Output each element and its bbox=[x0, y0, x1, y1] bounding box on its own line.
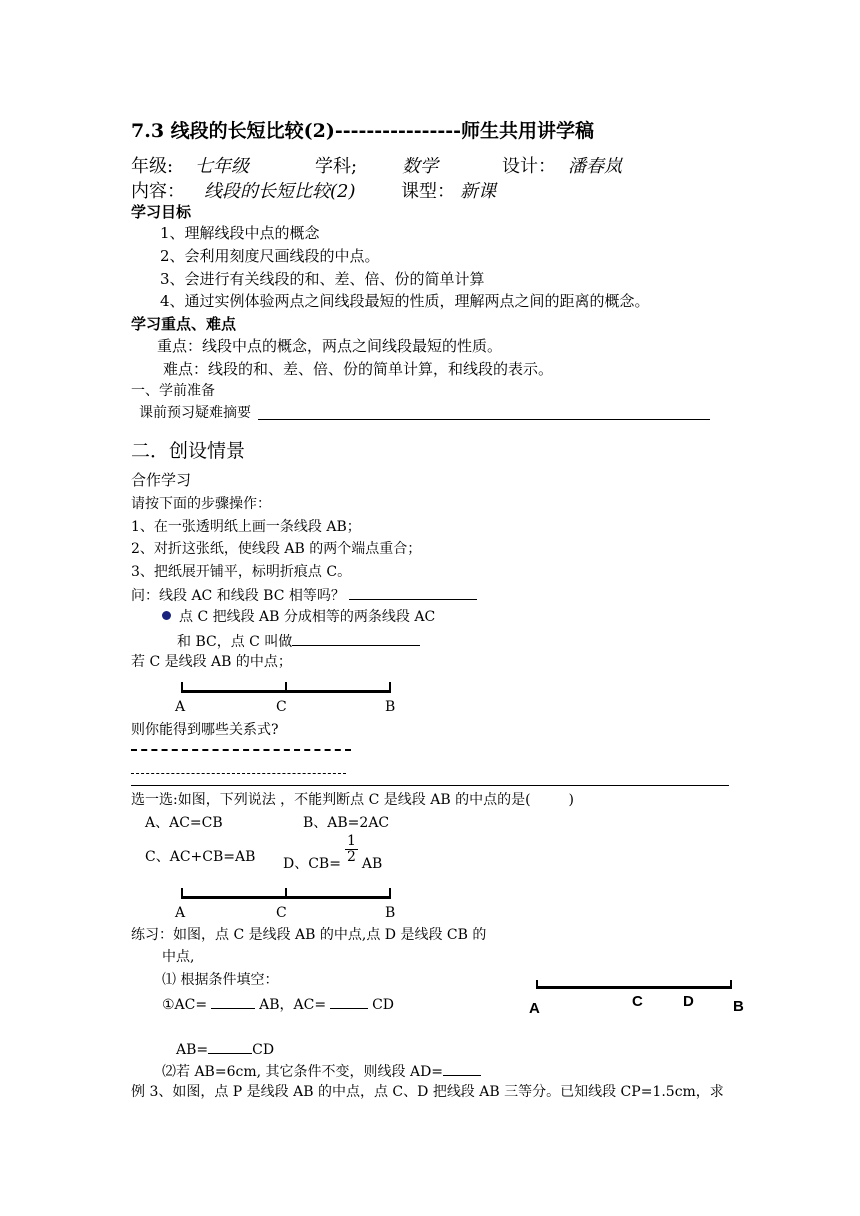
section1-heading: 一、学前准备 bbox=[131, 383, 215, 399]
example-3: 例 3、如图，点 P 是线段 AB 的中点，点 C、D 把线段 AB 三等分。已知线段 CP=1.5cm，求 bbox=[131, 1084, 724, 1100]
step-item: 3、把纸展开铺平，标明折痕点 C。 bbox=[131, 564, 352, 580]
if-midpoint-text: 若 C 是线段 AB 的中点； bbox=[131, 654, 292, 670]
label-d: D bbox=[683, 993, 694, 1010]
focus-text: 重点：线段中点的概念，两点之间线段最短的性质。 bbox=[157, 337, 503, 355]
midpoint-answer-blank[interactable] bbox=[292, 631, 420, 646]
tick-a bbox=[536, 980, 538, 989]
label-b: B bbox=[385, 699, 396, 715]
tick-a bbox=[181, 682, 183, 693]
option-a[interactable]: A、AC=CB bbox=[145, 815, 223, 831]
tick-b bbox=[730, 980, 732, 989]
tick-a bbox=[181, 888, 183, 899]
step-item: 1、在一张透明纸上画一条线段 AB； bbox=[131, 519, 361, 535]
label-b: B bbox=[733, 998, 744, 1015]
section2-heading: 二．创设情景 bbox=[131, 440, 246, 462]
label-b: B bbox=[385, 905, 396, 921]
q1-blank-2[interactable] bbox=[330, 994, 368, 1009]
segment-line bbox=[536, 986, 732, 989]
tick-c bbox=[285, 682, 287, 693]
tick-b bbox=[389, 682, 391, 693]
instruction-text: 请按下面的步骤操作： bbox=[131, 496, 271, 512]
preview-answer-line[interactable] bbox=[258, 419, 710, 420]
goal-item: 1、理解线段中点的概念 bbox=[160, 224, 320, 242]
designer-label: 设计： bbox=[502, 156, 556, 177]
content-value: 线段的长短比较(2) bbox=[204, 181, 356, 202]
q1-blank-1[interactable] bbox=[211, 994, 255, 1009]
label-a: A bbox=[529, 1000, 540, 1017]
label-c: C bbox=[276, 905, 287, 921]
option-c[interactable]: C、AC+CB=AB bbox=[145, 849, 256, 865]
practice-sub1: ⑴ 根据条件填空： bbox=[162, 972, 279, 988]
tick-c bbox=[285, 888, 287, 899]
practice-q1: ①AC= AB，AC= CD bbox=[162, 994, 394, 1014]
practice-line-1: 练习：如图，点 C 是线段 AB 的中点,点 D 是线段 CB 的 bbox=[131, 927, 487, 943]
label-c: C bbox=[632, 993, 643, 1010]
subject-label: 学科; bbox=[315, 156, 358, 177]
difficulty-text: 难点：线段的和、差、倍、份的简单计算，和线段的表示。 bbox=[163, 360, 554, 378]
goal-item: 2、会利用刻度尺画线段的中点。 bbox=[160, 247, 380, 265]
tick-b bbox=[389, 888, 391, 899]
grade-label: 年级: bbox=[131, 156, 174, 177]
bullet-line-1: 点 C 把线段 AB 分成相等的两条线段 AC bbox=[162, 608, 435, 626]
practice-q2: AB= CD bbox=[176, 1039, 274, 1059]
goal-item: 4、通过实例体验两点之间线段最短的性质，理解两点之间的距离的概念。 bbox=[160, 292, 650, 310]
type-value: 新课 bbox=[460, 181, 496, 202]
coop-heading: 合作学习 bbox=[131, 471, 192, 489]
relations-text: 则你能得到哪些关系式? bbox=[131, 722, 279, 738]
section-divider bbox=[131, 785, 729, 786]
label-a: A bbox=[175, 699, 186, 715]
label-a: A bbox=[175, 905, 186, 921]
goal-item: 3、会进行有关线段的和、差、倍、份的简单计算 bbox=[160, 270, 485, 288]
practice-q3: ⑵若 AB=6cm, 其它条件不变，则线段 AD= bbox=[162, 1061, 481, 1081]
choose-stem: 选一选:如图，下列说法 ，不能判断点 C 是线段 AB 的中点的是( ) bbox=[131, 792, 575, 808]
practice-line-2: 中点, bbox=[162, 949, 195, 965]
q2-blank[interactable] bbox=[208, 1039, 252, 1054]
answer-dashed-line[interactable] bbox=[131, 773, 346, 774]
type-label: 课型： bbox=[401, 181, 455, 202]
q3-blank[interactable] bbox=[443, 1061, 481, 1076]
page-title: 7.3 线段的长短比较(2)----------------师生共用讲学稿 bbox=[131, 120, 595, 142]
grade-value: 七年级 bbox=[195, 156, 249, 177]
keypoints-heading: 学习重点、难点 bbox=[131, 315, 237, 333]
goals-heading: 学习目标 bbox=[131, 203, 192, 221]
step-item: 2、对折这张纸，使线段 AB 的两个端点重合； bbox=[131, 541, 422, 557]
label-c: C bbox=[276, 699, 287, 715]
option-b[interactable]: B、AB=2AC bbox=[303, 815, 390, 831]
question-answer-blank[interactable] bbox=[349, 585, 477, 600]
fraction-half: $\frac{1}{2}$ bbox=[346, 833, 356, 865]
subject-value: 数学 bbox=[402, 156, 438, 177]
question-text: 问：线段 AC 和线段 BC 相等吗？ bbox=[131, 585, 477, 605]
preview-label: 课前预习疑难摘要 bbox=[139, 405, 251, 421]
designer-value: 潘春岚 bbox=[568, 156, 622, 177]
content-label: 内容： bbox=[131, 181, 185, 202]
bullet-line-2: 和 BC，点 C 叫做 bbox=[177, 631, 420, 651]
option-d[interactable]: D、CB= $\frac{1}{2}$ AB bbox=[283, 833, 383, 872]
bullet-icon bbox=[162, 611, 171, 620]
answer-dashed-line[interactable] bbox=[131, 749, 351, 751]
